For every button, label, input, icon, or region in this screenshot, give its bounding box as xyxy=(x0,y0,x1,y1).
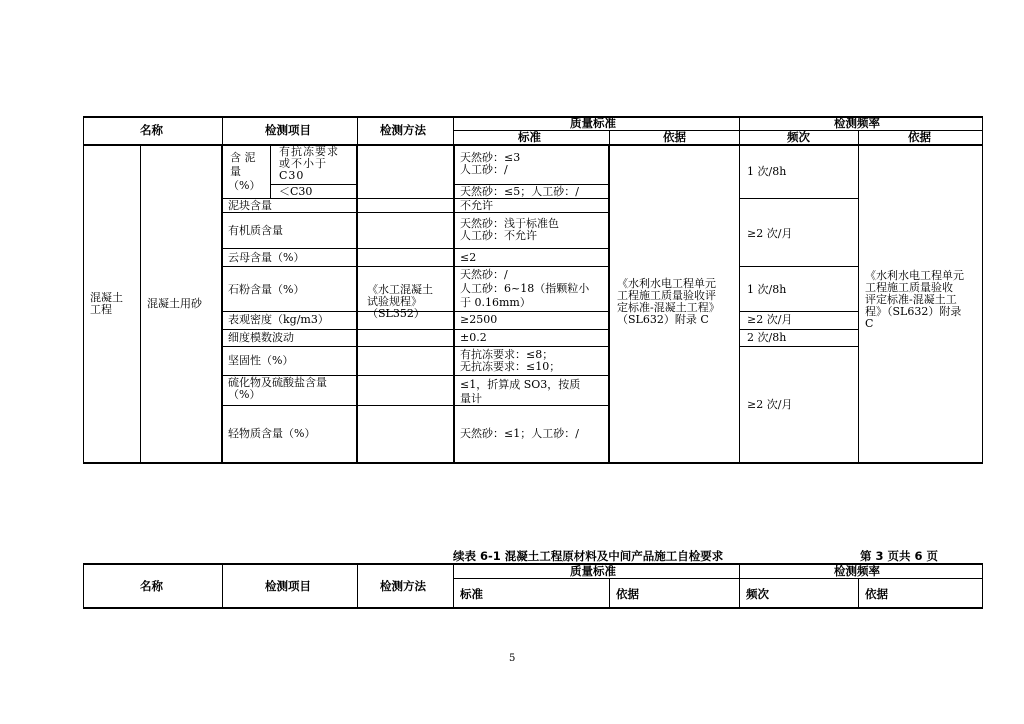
header-freq-basis: 依据 xyxy=(908,130,931,144)
row-standard: ≥2500 xyxy=(460,313,498,326)
header-freq-basis: 依据 xyxy=(865,587,888,601)
mud-standard-2: 天然砂：≤5；人工砂：/ xyxy=(460,185,579,198)
row-item: 表观密度（kg/m3） xyxy=(228,313,329,326)
category-label: 混凝土 工程 xyxy=(90,291,123,316)
mud-label-c: （%） xyxy=(228,179,261,192)
header-basis: 依据 xyxy=(663,130,686,144)
frequency-value: ≥2 次/月 xyxy=(747,398,793,411)
row-item: 云母含量（%） xyxy=(228,251,305,264)
mud-sub-2: ＜C30 xyxy=(279,185,313,198)
header-frequency-group: 检测频率 xyxy=(834,116,880,130)
row-standard: 天然砂：浅于标准色 人工砂：不允许 xyxy=(460,217,559,242)
row-item: 有机质含量 xyxy=(228,224,283,237)
material-label: 混凝土用砂 xyxy=(147,297,202,310)
header-method: 检测方法 xyxy=(380,123,426,137)
mud-label-a: 含 泥 xyxy=(230,151,256,164)
mud-sub-1: 有抗冻要求 或不小于 C30 xyxy=(279,145,339,182)
mud-standard-1: 天然砂：≤3 人工砂：/ xyxy=(460,151,521,176)
header-name: 名称 xyxy=(140,579,163,593)
header-quality-standard: 质量标准 xyxy=(570,116,616,130)
mud-label-b: 量 xyxy=(230,165,241,178)
header-frequency-group: 检测频率 xyxy=(834,564,880,578)
page-info: 第 3 页共 6 页 xyxy=(860,549,939,563)
frequency-value: 2 次/8h xyxy=(747,331,787,344)
header-frequency: 频次 xyxy=(787,130,810,144)
row-item: 石粉含量（%） xyxy=(228,283,305,296)
frequency-value: 1 次/8h xyxy=(747,165,787,178)
header-standard: 标准 xyxy=(518,130,541,144)
header-basis: 依据 xyxy=(616,587,639,601)
row-standard: 有抗冻要求：≤8； 无抗冻要求：≤10； xyxy=(460,348,561,373)
frequency-basis: 《水利水电工程单元 工程施工质量验收 评定标准-混凝土工 程》（SL632）附录 C xyxy=(865,269,964,330)
header-method: 检测方法 xyxy=(380,579,426,593)
row-standard: 天然砂：≤1；人工砂：/ xyxy=(460,427,579,440)
test-method: 《水工混凝土 试验规程》 （SL352） xyxy=(367,283,433,320)
row-standard: ≤1，折算成 SO3，按质 量计 xyxy=(460,378,581,405)
row-item: 轻物质含量（%） xyxy=(228,427,316,440)
frequency-value: ≥2 次/月 xyxy=(747,227,793,240)
row-standard: 不允许 xyxy=(460,199,493,212)
table-caption: 续表 6-1 混凝土工程原材料及中间产品施工自检要求 xyxy=(453,549,724,563)
frequency-value: ≥2 次/月 xyxy=(747,313,793,326)
header-item: 检测项目 xyxy=(265,123,311,137)
quality-basis: 《水利水电工程单元 工程施工质量验收评 定标准-混凝土工程》 （SL632）附录 C xyxy=(617,277,720,326)
row-standard: ±0.2 xyxy=(460,331,487,344)
row-item: 硫化物及硫酸盐含量 （%） xyxy=(228,376,327,401)
row-item: 坚固性（%） xyxy=(228,354,294,367)
header-standard: 标准 xyxy=(460,587,483,601)
header-item: 检测项目 xyxy=(265,579,311,593)
row-item: 泥块含量 xyxy=(228,199,272,212)
row-standard: ≤2 xyxy=(460,251,477,264)
row-item: 细度模数波动 xyxy=(228,331,294,344)
frequency-value: 1 次/8h xyxy=(747,283,787,296)
row-standard: 天然砂：/ 人工砂：6~18（指颗粒小 于 0.16mm） xyxy=(460,268,590,309)
header-quality-standard: 质量标准 xyxy=(570,564,616,578)
header-frequency: 频次 xyxy=(746,587,769,601)
page-number: 5 xyxy=(509,653,516,664)
header-name: 名称 xyxy=(140,123,163,137)
